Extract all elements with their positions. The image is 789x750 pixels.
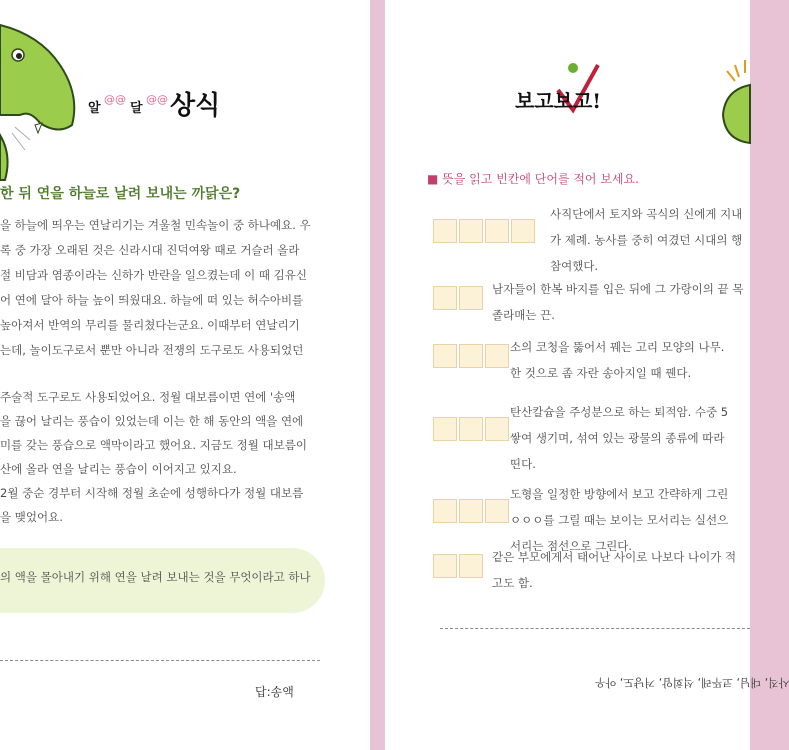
quiz-text: 의 액을 몰아내기 위해 연을 날려 보내는 것을 무엇이라고 하나 (0, 570, 311, 584)
answer-key-flipped: 사직, 대님, 코뚜레, 석회암, 겨냥도, 아우 (595, 676, 789, 689)
page-title (515, 60, 645, 120)
definition-line: 도형을 일정한 방향에서 보고 간략하게 그린 (510, 487, 729, 501)
definition-line: 졸라매는 끈. (492, 308, 555, 322)
text-line: 높아져서 반역의 무리를 물리쳤다는군요. 이때부터 연날리기 (0, 318, 300, 332)
definition-line: 쌓여 생기며, 섞여 있는 광물의 종류에 따라 (510, 431, 725, 445)
definition-line: 같은 부모에게서 태어난 사이로 나보다 나이가 적 (492, 550, 737, 564)
definition-line: 가 제례. 농사를 중히 여겼던 시대의 행 (550, 233, 743, 247)
left-page (0, 0, 370, 750)
title-main: 상식 (170, 91, 221, 121)
definition-line: 서리는 점선으로 그린다. (510, 539, 633, 553)
text-line: 어 연에 달아 하늘 높이 띄웠대요. 하늘에 떠 있는 허수아비를 (0, 293, 304, 307)
divider (0, 660, 320, 661)
definition-line: 탄산칼슘을 주성분으로 하는 퇴적암. 수중 5 (510, 405, 729, 419)
dinosaur-illustration (0, 15, 80, 185)
paragraph-2 (0, 385, 307, 529)
page-gutter (370, 0, 385, 750)
text-line: 는데, 놀이도구로서 뿐만 아니라 전쟁의 도구로도 사용되었던 (0, 343, 304, 357)
answer-box[interactable] (459, 219, 483, 243)
definition-line: 띤다. (510, 457, 536, 471)
answer-box[interactable] (433, 554, 457, 578)
divider (440, 628, 750, 629)
answer-text: 답:송액 (255, 685, 294, 699)
text-line: 을 맺었어요. (0, 510, 63, 524)
instruction: ■ 뜻을 읽고 빈칸에 단어를 적어 보세요. (427, 172, 639, 186)
answer-box[interactable] (433, 286, 457, 310)
answer-box[interactable] (459, 499, 483, 523)
right-page (385, 0, 789, 750)
text-line: 절 비담과 염종이라는 신하가 반란을 일으켰는데 이 때 김유신 (0, 268, 307, 282)
answer-box[interactable] (511, 219, 535, 243)
paragraph-1 (0, 213, 311, 363)
answer-box[interactable] (433, 219, 457, 243)
definition-line: ㅇㅇㅇ를 그릴 때는 보이는 모서리는 실선으 (510, 513, 729, 527)
answer-box[interactable] (485, 219, 509, 243)
text-line: 록 중 가장 오래된 것은 신라시대 진덕여왕 때로 거슬러 올라 (0, 243, 300, 257)
swirl-icon: @@ (146, 93, 168, 106)
definition-line: 참여했다. (550, 259, 599, 273)
definition-line: 소의 코청을 뚫어서 꿰는 고리 모양의 나무. (510, 340, 725, 354)
dinosaur-illustration (705, 55, 750, 145)
answer-box[interactable] (433, 499, 457, 523)
title-prefix-2: 달 (130, 101, 143, 116)
question-heading: 한 뒤 연을 하늘로 날려 보내는 까닭은? (0, 186, 241, 202)
swirl-icon: @@ (104, 93, 126, 106)
page-title (88, 85, 248, 125)
answer-box[interactable] (459, 286, 483, 310)
answer-box[interactable] (485, 344, 509, 368)
answer-box[interactable] (459, 417, 483, 441)
definition-line: 사직단에서 토지와 곡식의 신에게 지내 (550, 207, 743, 221)
answer-box[interactable] (459, 554, 483, 578)
answer-box[interactable] (433, 417, 457, 441)
definition-line: 남자들이 한복 바지를 입은 뒤에 그 가랑이의 끝 목 (492, 282, 744, 296)
definition-line: 고도 함. (492, 576, 533, 590)
text-line: 주술적 도구로도 사용되었어요. 정월 대보름이면 연에 '송액 (0, 390, 296, 404)
text-line: 산에 올라 연을 날리는 풍습이 이어지고 있지요. (0, 462, 237, 476)
text-line: 을 하늘에 띄우는 연날리기는 겨울철 민속놀이 중 하나예요. 우 (0, 218, 311, 232)
text-line: 2월 중순 경부터 시작해 정월 초순에 성행하다가 정월 대보름 (0, 486, 304, 500)
title-prefix-1: 알 (88, 101, 101, 116)
answer-box[interactable] (485, 417, 509, 441)
text-line: 을 끊어 날리는 풍습이 있었는데 이는 한 해 동안의 액을 연에 (0, 414, 304, 428)
definition-line: 한 것으로 좀 자란 송아지일 때 꿴다. (510, 366, 692, 380)
title-text: 보고보고! (515, 89, 602, 113)
answer-box[interactable] (459, 344, 483, 368)
text-line: 미를 갖는 풍습으로 액막이라고 했어요. 지금도 정월 대보름이 (0, 438, 307, 452)
answer-box[interactable] (485, 499, 509, 523)
answer-box[interactable] (433, 344, 457, 368)
